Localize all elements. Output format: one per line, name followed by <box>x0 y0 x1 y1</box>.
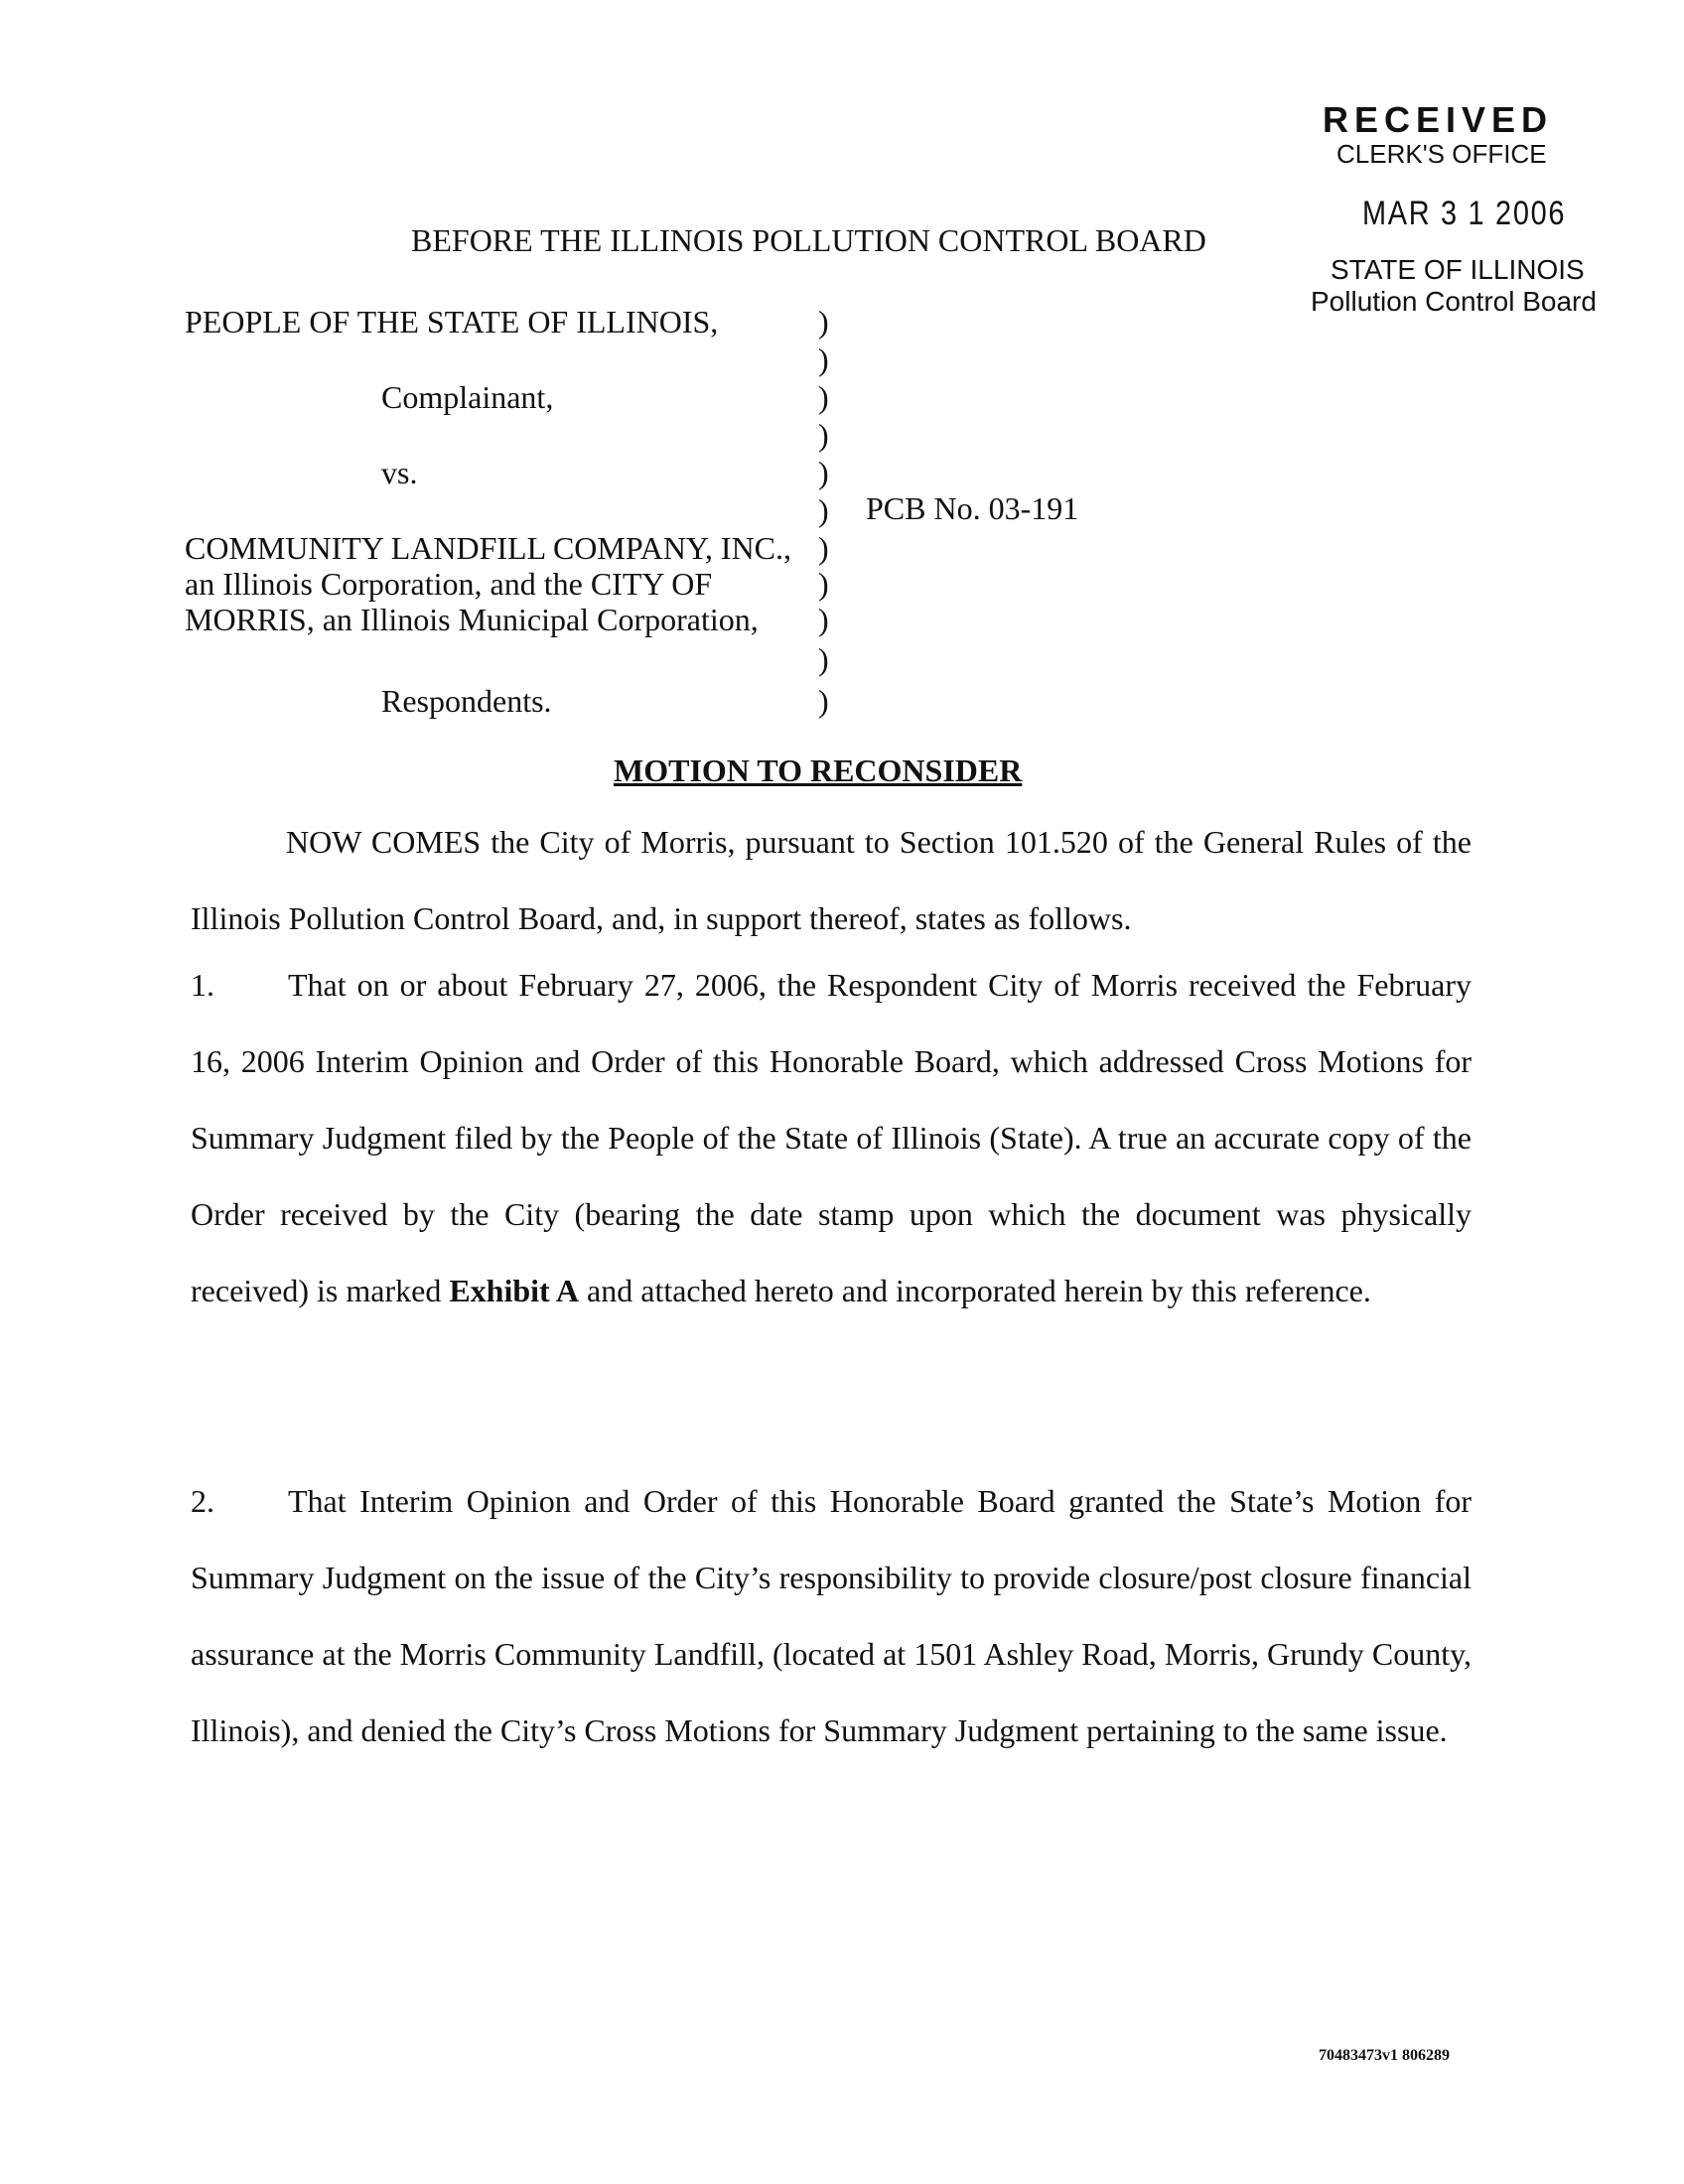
caption-paren: ) <box>818 304 829 340</box>
defendant-line-2: an Illinois Corporation, and the CITY OF <box>185 566 713 602</box>
defendant-line-3: MORRIS, an Illinois Municipal Corporation, <box>185 602 759 637</box>
numbered-paragraph <box>191 947 1472 1329</box>
paragraph-text: That Interim Opinion and Order of this Honorable Board granted the State’s Motion for Summary Judgment on the issue of the City’s responsibility to provide closure/post closure financial assurance at the Morris Community Landfill, (located at 1501 Ashley Road, Morris, Grundy County, Illinois), and denied the City’s Cross Motions for Summary Judgment pertaining to the same issue. <box>191 1483 1472 1748</box>
intro-paragraph: NOW COMES the City of Morris, pursuant to Section 101.520 of the General Rules of the Illinois Pollution Control Board, and, in support thereof, states as follows. <box>191 824 1472 936</box>
caption-paren: ) <box>818 683 829 719</box>
defendant-role: Respondents. <box>381 683 552 719</box>
plaintiff-role: Complainant, <box>381 379 554 415</box>
defendant-line-1: COMMUNITY LANDFILL COMPANY, INC., <box>185 530 792 566</box>
court-title: BEFORE THE ILLINOIS POLLUTION CONTROL BOARD <box>411 222 1206 258</box>
stamp-received: RECEIVED <box>1323 99 1554 140</box>
caption-paren: ) <box>818 492 829 528</box>
caption-paren: ) <box>818 530 829 566</box>
caption-paren: ) <box>818 341 829 377</box>
caption-paren: ) <box>818 379 829 415</box>
caption-paren: ) <box>818 455 829 490</box>
paragraph-text: That on or about February 27, 2006, the Respondent City of Morris received the February 16, 2006 Interim Opinion and Order of this Honorable Board, which addressed Cross Motions for Summary Judgment filed by the People of the State of Illinois (State). A true an accurate copy of the Order received by the City (bearing the date stamp upon which the document was physically received) is marked <box>191 967 1472 1308</box>
paragraph-text-cont: and attached hereto and incorporated herein by this reference. <box>579 1273 1371 1308</box>
exhibit-reference: Exhibit A <box>449 1273 580 1308</box>
paragraph-number: 2. <box>191 1483 214 1519</box>
document-id: 70483473v1 806289 <box>1319 2047 1450 2064</box>
case-number: PCB No. 03-191 <box>866 490 1079 526</box>
stamp-board: Pollution Control Board <box>1311 286 1597 317</box>
caption-paren: ) <box>818 602 829 637</box>
plaintiff-name: PEOPLE OF THE STATE OF ILLINOIS, <box>185 304 719 340</box>
stamp-date: MAR 3 1 2006 <box>1362 195 1567 232</box>
versus: vs. <box>381 455 418 490</box>
motion-title: MOTION TO RECONSIDER <box>614 752 1023 788</box>
caption-paren: ) <box>818 566 829 602</box>
stamp-clerks-office: CLERK'S OFFICE <box>1336 139 1547 169</box>
paragraph-number: 1. <box>191 967 214 1003</box>
caption-paren: ) <box>818 641 829 677</box>
caption-paren: ) <box>818 417 829 453</box>
numbered-paragraph <box>191 1463 1472 1769</box>
stamp-state: STATE OF ILLINOIS <box>1331 254 1585 285</box>
